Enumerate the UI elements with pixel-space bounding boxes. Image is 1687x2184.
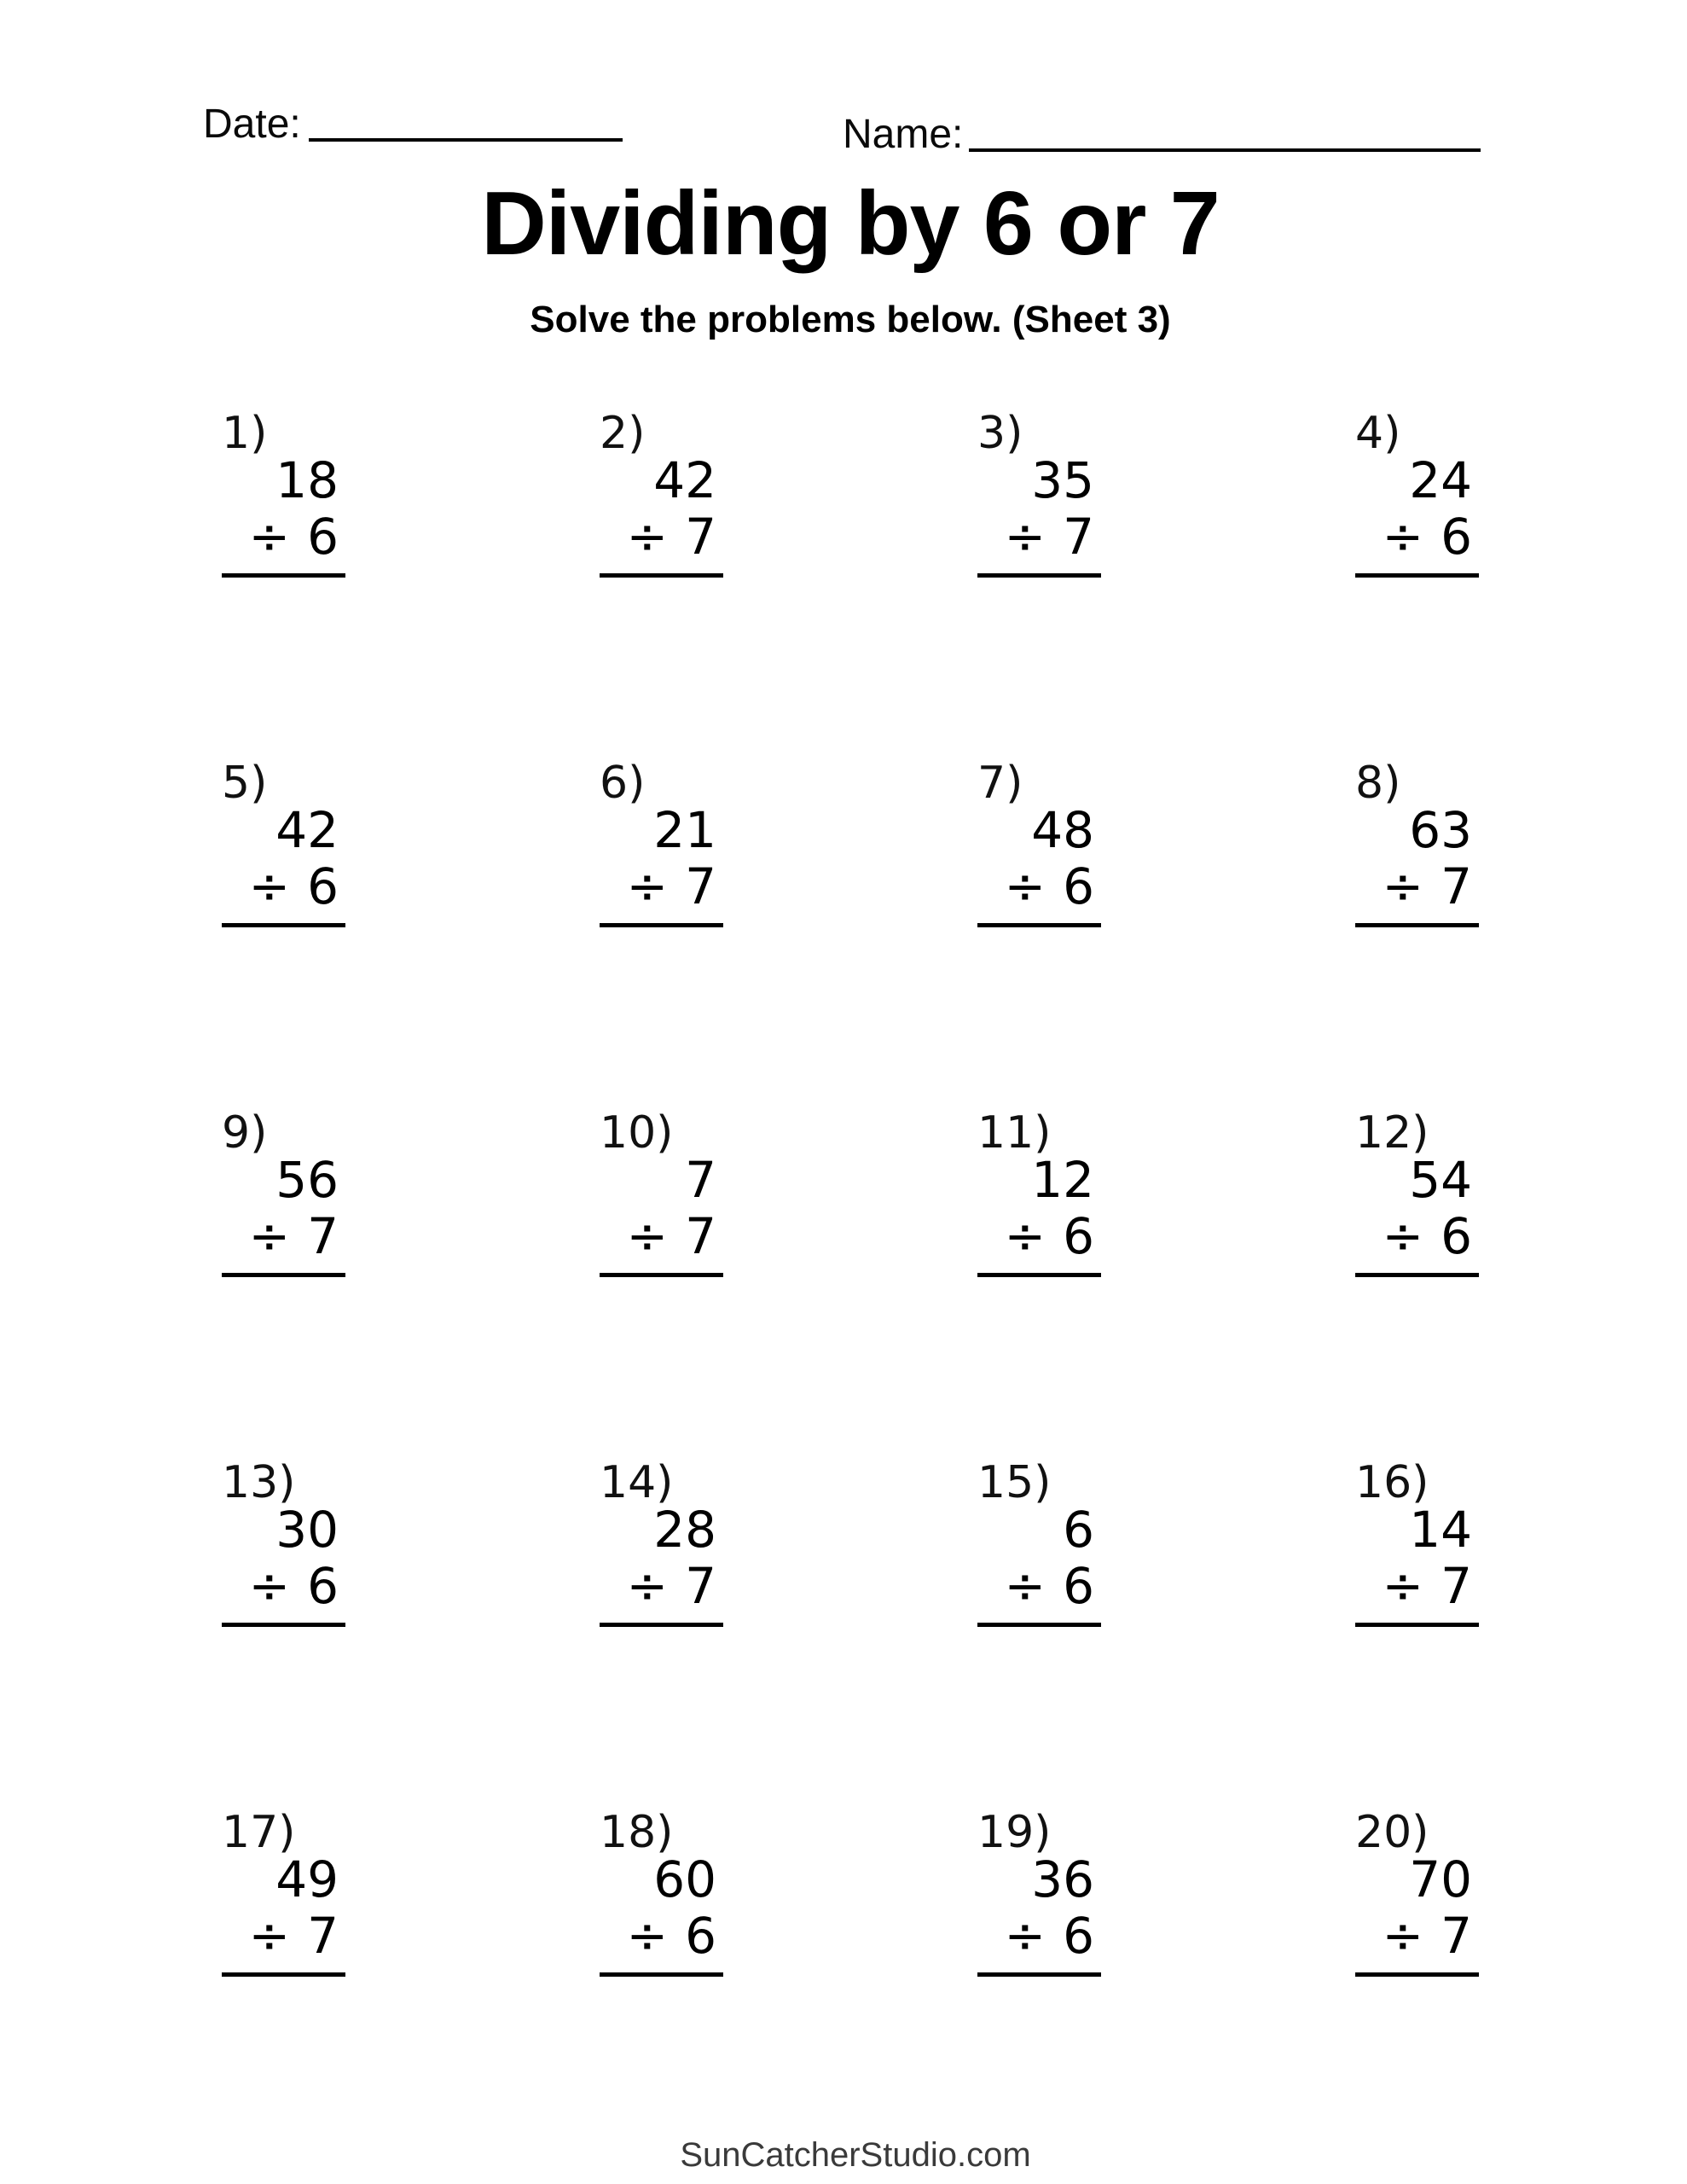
- division-sign: ÷: [1382, 508, 1424, 566]
- problem-10: [600, 1107, 723, 1467]
- date-label: Date:: [203, 102, 301, 147]
- page-subtitle: Solve the problems below. (Sheet 3): [530, 299, 1171, 340]
- answer-line[interactable]: [600, 1972, 723, 1977]
- problem-number: 16): [1355, 1457, 1429, 1508]
- division-sign: ÷: [248, 1907, 291, 1965]
- divisor-row: [977, 1557, 1101, 1615]
- dividend: 6: [1063, 1501, 1094, 1559]
- page-title: Dividing by 6 or 7: [481, 173, 1220, 274]
- problem-number: 15): [977, 1457, 1052, 1508]
- problem-7: [977, 758, 1101, 1118]
- divisor: 6: [307, 1557, 339, 1615]
- problem-13: [222, 1457, 345, 1817]
- divisor-row: [600, 857, 723, 915]
- divisor-row: [977, 508, 1101, 566]
- division-sign: ÷: [1382, 1907, 1424, 1965]
- dividend: 18: [275, 451, 339, 509]
- divisor-row: [600, 1907, 723, 1965]
- problem-number: 12): [1355, 1107, 1429, 1159]
- answer-line[interactable]: [977, 1273, 1101, 1277]
- divisor-row: [600, 508, 723, 566]
- divisor: 6: [1063, 1207, 1094, 1265]
- divisor: 6: [307, 857, 339, 915]
- division-sign: ÷: [1004, 508, 1046, 566]
- problems-grid: [222, 408, 1479, 2167]
- divisor: 7: [307, 1207, 339, 1265]
- problem-9: [222, 1107, 345, 1467]
- problem-number: 5): [222, 758, 268, 809]
- divisor: 6: [1063, 1907, 1094, 1965]
- problem-number: 3): [977, 408, 1023, 459]
- problem-number: 11): [977, 1107, 1052, 1159]
- problem-number: 6): [600, 758, 646, 809]
- problem-11: [977, 1107, 1101, 1467]
- problem-number: 1): [222, 408, 268, 459]
- answer-line[interactable]: [600, 923, 723, 927]
- divisor-row: [600, 1557, 723, 1615]
- dividend: 7: [685, 1151, 716, 1209]
- answer-line[interactable]: [977, 573, 1101, 578]
- problem-number: 7): [977, 758, 1023, 809]
- divisor: 7: [685, 508, 716, 566]
- division-sign: ÷: [248, 1207, 291, 1265]
- answer-line[interactable]: [222, 1972, 345, 1977]
- divisor-row: [1355, 1907, 1479, 1965]
- division-sign: ÷: [626, 1557, 669, 1615]
- divisor-row: [977, 1207, 1101, 1265]
- division-sign: ÷: [248, 1557, 291, 1615]
- problem-5: [222, 758, 345, 1118]
- dividend: 60: [653, 1850, 716, 1908]
- divisor: 6: [307, 508, 339, 566]
- dividend: 42: [275, 801, 339, 859]
- problem-number: 2): [600, 408, 646, 459]
- division-sign: ÷: [1382, 857, 1424, 915]
- divisor-row: [222, 1207, 345, 1265]
- divisor: 6: [1441, 508, 1472, 566]
- division-sign: ÷: [626, 508, 669, 566]
- answer-line[interactable]: [1355, 1623, 1479, 1627]
- footer-credit: SunCatcherStudio.com: [680, 2136, 1031, 2174]
- divisor: 7: [685, 1557, 716, 1615]
- dividend: 56: [275, 1151, 339, 1209]
- date-fill-in-line[interactable]: [309, 102, 623, 142]
- divisor-row: [1355, 1557, 1479, 1615]
- answer-line[interactable]: [600, 1623, 723, 1627]
- problem-number: 10): [600, 1107, 674, 1159]
- divisor-row: [222, 508, 345, 566]
- dividend: 28: [653, 1501, 716, 1559]
- dividend: 49: [275, 1850, 339, 1908]
- division-sign: ÷: [1004, 857, 1046, 915]
- dividend: 14: [1409, 1501, 1472, 1559]
- divisor: 7: [307, 1907, 339, 1965]
- problem-number: 17): [222, 1807, 296, 1858]
- divisor: 6: [1441, 1207, 1472, 1265]
- problem-number: 18): [600, 1807, 674, 1858]
- dividend: 24: [1409, 451, 1472, 509]
- problem-12: [1355, 1107, 1479, 1467]
- divisor-row: [600, 1207, 723, 1265]
- division-sign: ÷: [1382, 1207, 1424, 1265]
- divisor-row: [222, 1907, 345, 1965]
- problem-6: [600, 758, 723, 1118]
- dividend: 54: [1409, 1151, 1472, 1209]
- divisor-row: [1355, 508, 1479, 566]
- problem-1: [222, 408, 345, 768]
- answer-line[interactable]: [222, 1273, 345, 1277]
- division-sign: ÷: [626, 857, 669, 915]
- problem-16: [1355, 1457, 1479, 1817]
- division-sign: ÷: [1004, 1557, 1046, 1615]
- dividend: 30: [275, 1501, 339, 1559]
- divisor-row: [1355, 857, 1479, 915]
- problem-number: 14): [600, 1457, 674, 1508]
- divisor: 6: [1063, 857, 1094, 915]
- divisor-row: [977, 857, 1101, 915]
- name-fill-in-line[interactable]: [969, 113, 1481, 152]
- division-sign: ÷: [248, 508, 291, 566]
- divisor-row: [222, 1557, 345, 1615]
- divisor: 6: [1063, 1557, 1094, 1615]
- problem-number: 4): [1355, 408, 1401, 459]
- divisor-row: [222, 857, 345, 915]
- problem-number: 9): [222, 1107, 268, 1159]
- division-sign: ÷: [1004, 1207, 1046, 1265]
- dividend: 12: [1031, 1151, 1094, 1209]
- dividend: 35: [1031, 451, 1094, 509]
- answer-line[interactable]: [1355, 573, 1479, 578]
- problem-15: [977, 1457, 1101, 1817]
- division-sign: ÷: [1382, 1557, 1424, 1615]
- problem-20: [1355, 1807, 1479, 2167]
- problem-2: [600, 408, 723, 768]
- answer-line[interactable]: [222, 923, 345, 927]
- answer-line[interactable]: [1355, 923, 1479, 927]
- answer-line[interactable]: [1355, 1972, 1479, 1977]
- problem-number: 8): [1355, 758, 1401, 809]
- answer-line[interactable]: [222, 573, 345, 578]
- problem-14: [600, 1457, 723, 1817]
- problem-4: [1355, 408, 1479, 768]
- answer-line[interactable]: [977, 923, 1101, 927]
- divisor: 7: [1441, 857, 1472, 915]
- problem-19: [977, 1807, 1101, 2167]
- problem-number: 13): [222, 1457, 296, 1508]
- dividend: 36: [1031, 1850, 1094, 1908]
- dividend: 63: [1409, 801, 1472, 859]
- problem-17: [222, 1807, 345, 2167]
- answer-line[interactable]: [977, 1972, 1101, 1977]
- divisor: 7: [685, 1207, 716, 1265]
- divisor-row: [977, 1907, 1101, 1965]
- divisor: 6: [685, 1907, 716, 1965]
- dividend: 70: [1409, 1850, 1472, 1908]
- divisor: 7: [1063, 508, 1094, 566]
- answer-line[interactable]: [600, 1273, 723, 1277]
- answer-line[interactable]: [600, 573, 723, 578]
- answer-line[interactable]: [222, 1623, 345, 1627]
- divisor-row: [1355, 1207, 1479, 1265]
- divisor: 7: [685, 857, 716, 915]
- answer-line[interactable]: [1355, 1273, 1479, 1277]
- name-label: Name:: [843, 112, 964, 157]
- problem-number: 19): [977, 1807, 1052, 1858]
- division-sign: ÷: [1004, 1907, 1046, 1965]
- division-sign: ÷: [626, 1207, 669, 1265]
- dividend: 48: [1031, 801, 1094, 859]
- division-sign: ÷: [248, 857, 291, 915]
- answer-line[interactable]: [977, 1623, 1101, 1627]
- problem-18: [600, 1807, 723, 2167]
- problem-8: [1355, 758, 1479, 1118]
- division-sign: ÷: [626, 1907, 669, 1965]
- divisor: 7: [1441, 1907, 1472, 1965]
- dividend: 42: [653, 451, 716, 509]
- problem-number: 20): [1355, 1807, 1429, 1858]
- problem-3: [977, 408, 1101, 768]
- dividend: 21: [653, 801, 716, 859]
- divisor: 7: [1441, 1557, 1472, 1615]
